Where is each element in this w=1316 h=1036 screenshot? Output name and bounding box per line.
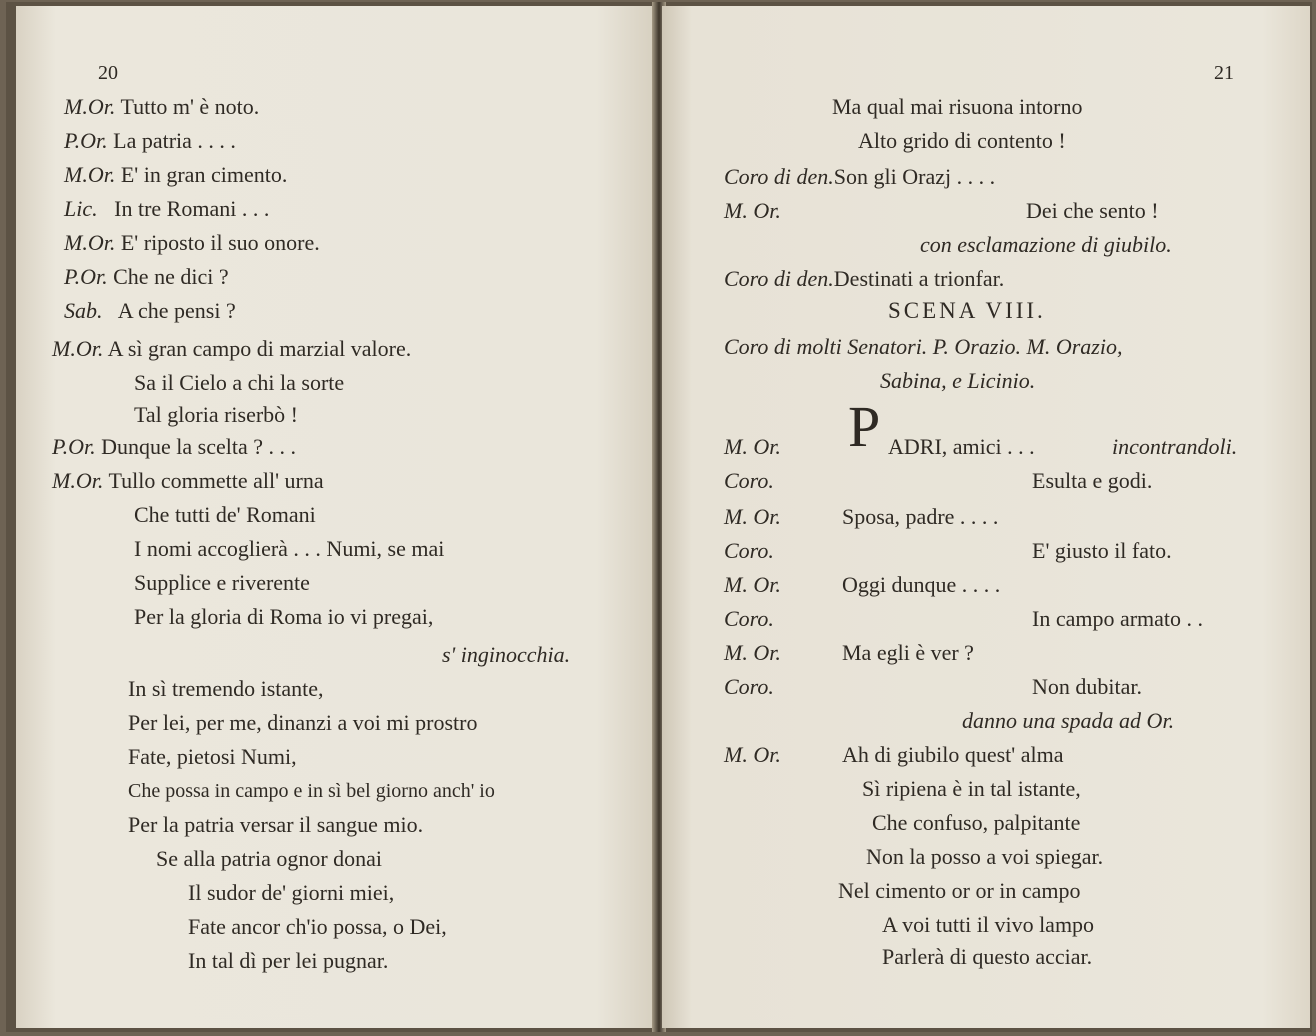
text-line: Per la gloria di Roma io vi pregai, <box>134 604 434 629</box>
text-line: Fate ancor ch'io possa, o Dei, <box>188 914 447 939</box>
text-line: Sposa, padre . . . . <box>842 504 999 529</box>
text-line: A voi tutti il vivo lampo <box>882 912 1095 937</box>
text-line: In tal dì per lei pugnar. <box>188 948 389 973</box>
text-line: Sa il Cielo a chi la sorte <box>134 370 345 395</box>
text-line: E' giusto il fato. <box>1032 538 1172 563</box>
text-line: Ma egli è ver ? <box>842 640 974 665</box>
page-number-left: 20 <box>98 62 118 84</box>
speaker-label: M. Or. <box>724 640 781 665</box>
text-line: Coro di den.Destinati a trionfar. <box>724 266 1005 291</box>
text-line: Che confuso, palpitante <box>872 810 1081 835</box>
text-line: Tal gloria riserbò ! <box>134 402 299 427</box>
text-line: Dei che sento ! <box>1026 198 1159 223</box>
text-line: Parlerà di questo acciar. <box>882 944 1093 969</box>
text-line: Ah di giubilo quest' alma <box>842 742 1064 767</box>
character-list: Sabina, e Licinio. <box>880 368 1036 393</box>
text-line: Che possa in campo e in sì bel giorno anch' io <box>128 780 495 802</box>
stage-direction: incontrandoli. <box>1112 434 1238 459</box>
speaker-label: M. Or. <box>724 742 781 767</box>
speaker-label: Coro. <box>724 538 774 563</box>
text-line: P.Or. La patria . . . . <box>64 128 236 153</box>
text-line: P.Or. Dunque la scelta ? . . . <box>52 434 296 459</box>
text-line: Sab. A che pensi ? <box>64 298 236 323</box>
text-line: M.Or. E' in gran cimento. <box>64 162 288 187</box>
character-list: Coro di molti Senatori. P. Orazio. M. Orazio, <box>724 334 1123 359</box>
text-line: In campo armato . . <box>1032 606 1204 631</box>
speaker-label: M. Or. <box>724 572 781 597</box>
text-line: P.Or. Che ne dici ? <box>64 264 229 289</box>
text-line: Alto grido di contento ! <box>858 128 1066 153</box>
text-line: Lic. In tre Romani . . . <box>64 196 270 221</box>
speaker-label: Coro. <box>724 468 774 493</box>
speaker-label: Coro. <box>724 674 774 699</box>
stage-direction: s' inginocchia. <box>442 642 571 667</box>
text-line: Coro di den.Son gli Orazj . . . . <box>724 164 996 189</box>
speaker-label: M. Or. <box>724 198 781 223</box>
text-line: M.Or. E' riposto il suo onore. <box>64 230 320 255</box>
text-line: In sì tremendo istante, <box>128 676 324 701</box>
speaker-label: M. Or. <box>724 504 781 529</box>
text-line: Non dubitar. <box>1032 674 1142 699</box>
speaker-label: Coro. <box>724 606 774 631</box>
text-line: M.Or. Tutto m' è noto. <box>64 94 260 119</box>
text-line: M.Or. Tullo commette all' urna <box>52 468 324 493</box>
text-line: Se alla patria ognor donai <box>156 846 383 871</box>
stage-direction: danno una spada ad Or. <box>962 708 1175 733</box>
drop-cap: P <box>848 394 881 459</box>
text-line: Sì ripiena è in tal istante, <box>862 776 1081 801</box>
speaker-label: M. Or. <box>724 434 781 459</box>
text-line: M.Or. A sì gran campo di marzial valore. <box>52 336 412 361</box>
text-line: Oggi dunque . . . . <box>842 572 1001 597</box>
scene-heading: SCENA VIII. <box>888 298 1046 323</box>
stage-direction: con esclamazione di giubilo. <box>920 232 1172 257</box>
text-line: ADRI, amici . . . <box>888 434 1035 459</box>
left-page <box>16 6 656 1028</box>
text-line: Fate, pietosi Numi, <box>128 744 297 769</box>
text-line: Supplice e riverente <box>134 570 310 595</box>
text-line: Il sudor de' giorni miei, <box>188 880 395 905</box>
page-number-right: 21 <box>1214 62 1234 84</box>
text-line: Esulta e godi. <box>1032 468 1153 493</box>
right-page <box>662 6 1310 1028</box>
text-line: Per la patria versar il sangue mio. <box>128 812 424 837</box>
text-line: Non la posso a voi spiegar. <box>866 844 1104 869</box>
text-line: Che tutti de' Romani <box>134 502 316 527</box>
text-line: Per lei, per me, dinanzi a voi mi prostro <box>128 710 478 735</box>
text-line: Ma qual mai risuona intorno <box>832 94 1083 119</box>
text-line: Nel cimento or or in campo <box>838 878 1081 903</box>
text-line: I nomi accoglierà . . . Numi, se mai <box>134 536 445 561</box>
open-book <box>6 2 1312 1032</box>
